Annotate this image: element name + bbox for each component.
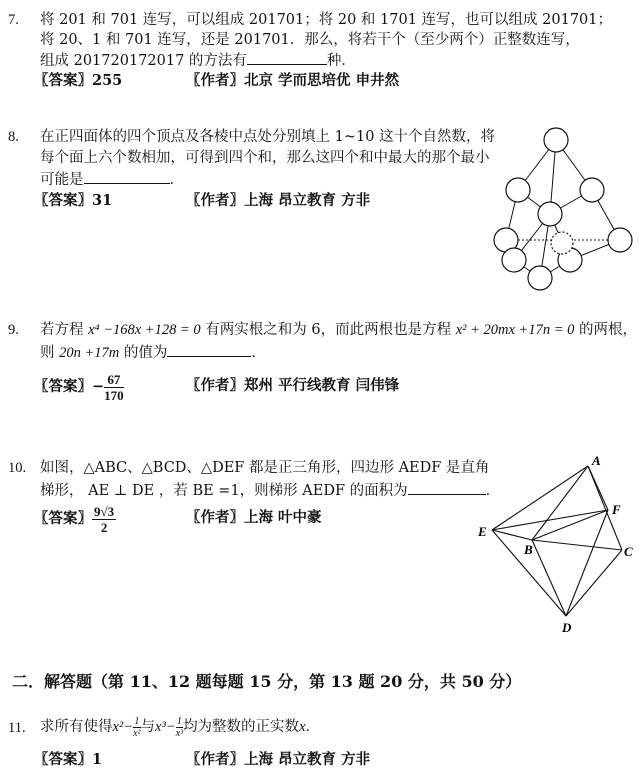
text-segment: 均为整数的正实数 [183, 719, 300, 735]
inline-fraction [133, 716, 140, 739]
text-segment: 有两实根之和为 6，而此两根也是方程 [200, 322, 456, 338]
fraction-numerator: 9√3 [94, 503, 115, 519]
equation: x² + 20mx +17n = 0 [455, 322, 575, 338]
fraction-denominator: 170 [104, 387, 124, 403]
inline-fraction [176, 716, 183, 739]
hidden-vertex-circle [551, 232, 573, 254]
question-number: 7. [8, 12, 19, 28]
fraction-denominator: 2 [100, 519, 108, 535]
question-number: 11. [8, 720, 26, 736]
question-text-line [40, 342, 266, 363]
answer-fraction [92, 504, 116, 535]
point-label-d: D [562, 620, 572, 635]
answer-label: 〖答案〗255 [34, 72, 123, 89]
vertex-circle [544, 128, 568, 152]
text-segment: 若方程 [40, 322, 89, 338]
text-segment: 的两根， [574, 322, 637, 338]
author-label: 〖作者〗上海 昂立教育 方非 [186, 751, 371, 768]
text-segment: 〖答案〗 [34, 378, 92, 395]
geometry-figure [474, 450, 640, 638]
answer-blank [247, 50, 327, 65]
text-segment: 组成 201720172017 的方法有 [40, 53, 247, 69]
question-text-line [40, 710, 320, 744]
answer-label [34, 370, 124, 404]
text-segment: ． [251, 345, 266, 361]
point-label-f: F [612, 502, 621, 517]
question-number: 8. [8, 129, 19, 145]
answer-fraction [104, 372, 124, 403]
text-segment: 求所有使得 [40, 719, 113, 735]
text-segment: 可能是 [40, 172, 84, 188]
fraction-denominator: x² [133, 727, 141, 739]
answer-blank [84, 169, 170, 184]
variable: x [299, 719, 306, 735]
text-segment: ． [305, 719, 320, 735]
fraction-numerator: 1 [134, 715, 140, 727]
question-text-line: 将 20、1 和 701 连写，还是 201701．那么，将若干个（至少两个）正整数连写， [40, 32, 580, 48]
author-label: 〖作者〗北京 学而思培优 申井然 [186, 72, 400, 89]
vertex-circle [538, 202, 562, 226]
question-number: 9. [8, 322, 19, 338]
question-text-line [40, 320, 637, 340]
section-heading: 二．解答题（第 11、12 题每题 15 分，第 13 题 20 分，共 50 分） [12, 672, 522, 691]
answer-blank [167, 342, 251, 357]
answer-sign: − [92, 378, 105, 395]
point-label-c: C [624, 544, 633, 559]
fraction-denominator: x³ [175, 727, 184, 739]
operator: − [123, 719, 134, 735]
text-segment: 与 [140, 719, 156, 735]
text-segment: 则 [40, 345, 60, 361]
expression: x² [112, 719, 124, 735]
fraction-numerator: 1 [176, 715, 182, 727]
text-segment: 种． [326, 53, 356, 69]
vertex-circle [502, 248, 526, 272]
answer-label [34, 500, 116, 538]
text-segment: 梯形， AE ⊥ DE ，若 BE =1，则梯形 AEDF 的面积为 [40, 483, 408, 499]
vertex-circle [528, 266, 552, 290]
tetrahedron-figure [484, 122, 640, 298]
question-text-line: 在正四面体的四个顶点及各棱中点处分别填上 1~10 这十个自然数，将 [40, 129, 496, 145]
text-segment: ． [169, 172, 184, 188]
point-label-e: E [478, 524, 487, 539]
question-text-line: 如图，△ABC、△BCD、△DEF 都是正三角形，四边形 AEDF 是直角 [40, 460, 490, 476]
point-label-a: A [592, 453, 601, 468]
vertex-circle [506, 178, 530, 202]
author-label: 〖作者〗上海 叶中豪 [186, 509, 322, 526]
author-label: 〖作者〗上海 昂立教育 方非 [186, 192, 371, 209]
question-text-line [40, 50, 356, 71]
expression: x³ [155, 719, 166, 735]
answer-label: 〖答案〗1 [34, 751, 103, 768]
text-segment: 〖答案〗 [34, 510, 92, 527]
question-text-line [40, 169, 184, 190]
question-number: 10. [8, 460, 27, 476]
question-text-line: 每个面上六个数相加，可得到四个和，那么这四个和中最大的那个最小 [40, 150, 490, 166]
question-text-line [40, 480, 500, 501]
point-label-b: B [524, 542, 533, 557]
equation: x⁴ −168x +128 = 0 [88, 322, 201, 338]
expression: 20n +17m [59, 345, 120, 361]
text-segment: ． [485, 483, 501, 499]
vertex-circle [608, 228, 632, 252]
text-segment: 的值为 [119, 345, 168, 361]
vertex-circle [580, 178, 604, 202]
answer-label: 〖答案〗31 [34, 192, 113, 209]
fraction-numerator: 67 [104, 372, 124, 388]
author-label: 〖作者〗郑州 平行线教育 闫伟锋 [186, 377, 400, 394]
question-text-line: 将 201 和 701 连写，可以组成 201701；将 20 和 1701 连写，也可以组成 201701； [40, 12, 612, 28]
operator: − [165, 719, 176, 735]
